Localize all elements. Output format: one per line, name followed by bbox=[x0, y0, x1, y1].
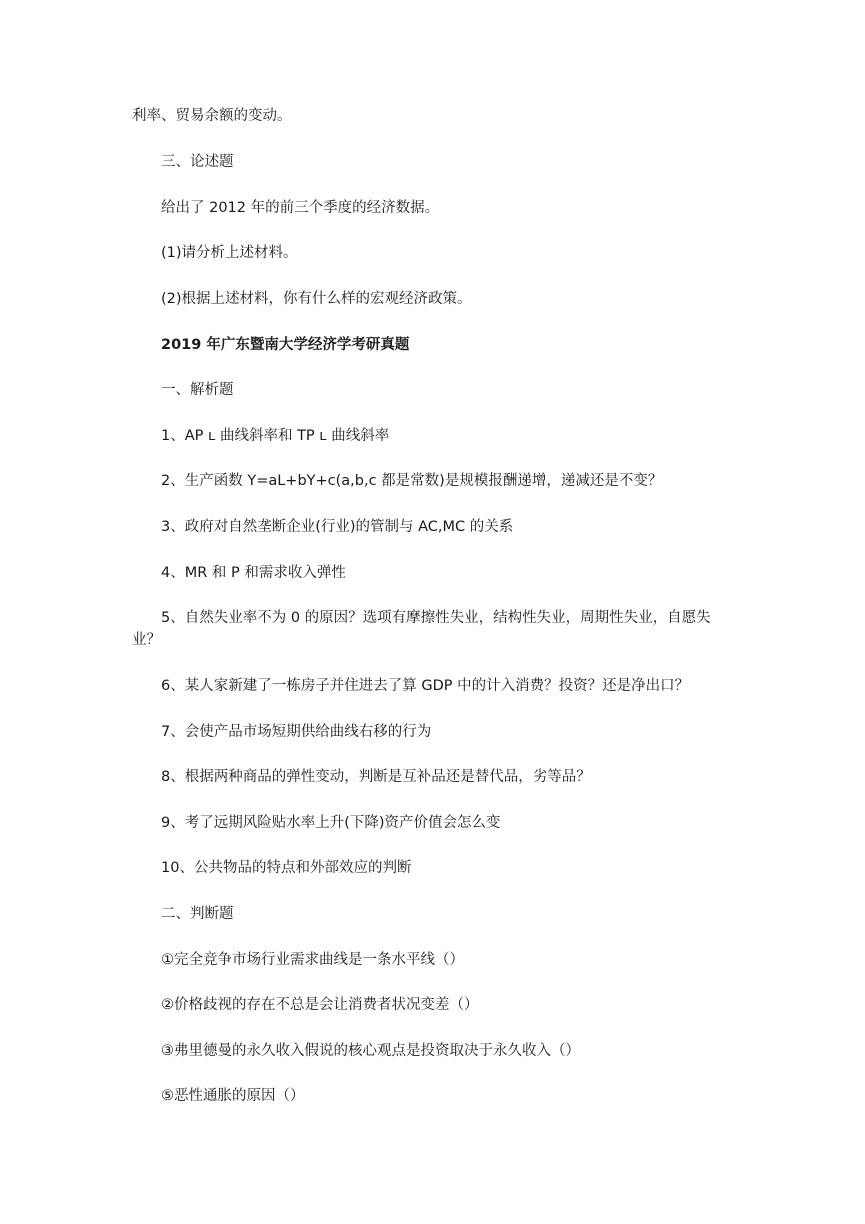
paragraph-essay-q1: (1)请分析上述材料。 bbox=[161, 245, 298, 261]
question-8: 8、根据两种商品的弹性变动，判断是互补品还是替代品，劣等品？ bbox=[161, 769, 591, 785]
section-heading-analysis: 一、解析题 bbox=[161, 382, 234, 398]
question-3: 3、政府对自然垄断企业(行业)的管制与 AC,MC 的关系 bbox=[161, 519, 514, 535]
question-9: 9、考了远期风险贴水率上升(下降)资产价值会怎么变 bbox=[161, 815, 501, 831]
question-5: 5、自然失业率不为 0 的原因？选项有摩擦性失业，结构性失业，周期性失业，自愿失业？ bbox=[132, 610, 711, 648]
section-heading-judgment: 二、判断题 bbox=[161, 906, 234, 922]
question-6: 6、某人家新建了一栋房子并住进去了算 GDP 中的计入消费？投资？还是净出口？ bbox=[161, 678, 690, 694]
judgment-item-1: ①完全竞争市场行业需求曲线是一条水平线（） bbox=[161, 952, 464, 968]
judgment-item-2: ②价格歧视的存在不总是会让消费者状况变差（） bbox=[161, 997, 479, 1013]
paragraph-essay-q2: (2)根据上述材料，你有什么样的宏观经济政策。 bbox=[161, 291, 472, 307]
question-1: 1、AP ʟ 曲线斜率和 TP ʟ 曲线斜率 bbox=[161, 428, 390, 444]
question-2: 2、生产函数 Y=aL+bY+c(a,b,c 都是常数)是规模报酬递增，递减还是不变？ bbox=[161, 473, 663, 489]
question-7: 7、会使产品市场短期供给曲线右移的行为 bbox=[161, 724, 432, 740]
question-4: 4、MR 和 P 和需求收入弹性 bbox=[161, 565, 346, 581]
exam-title: 2019 年广东暨南大学经济学考研真题 bbox=[161, 337, 410, 353]
question-10: 10、公共物品的特点和外部效应的判断 bbox=[161, 860, 412, 876]
judgment-item-3: ③弗里德曼的永久收入假说的核心观点是投资取决于永久收入（） bbox=[161, 1043, 580, 1059]
section-heading-essay: 三、论述题 bbox=[161, 154, 234, 170]
paragraph-continuation: 利率、贸易余额的变动。 bbox=[132, 108, 292, 124]
judgment-item-5: ⑤恶性通胀的原因（） bbox=[161, 1088, 305, 1104]
paragraph-essay-intro: 给出了 2012 年的前三个季度的经济数据。 bbox=[161, 200, 440, 216]
